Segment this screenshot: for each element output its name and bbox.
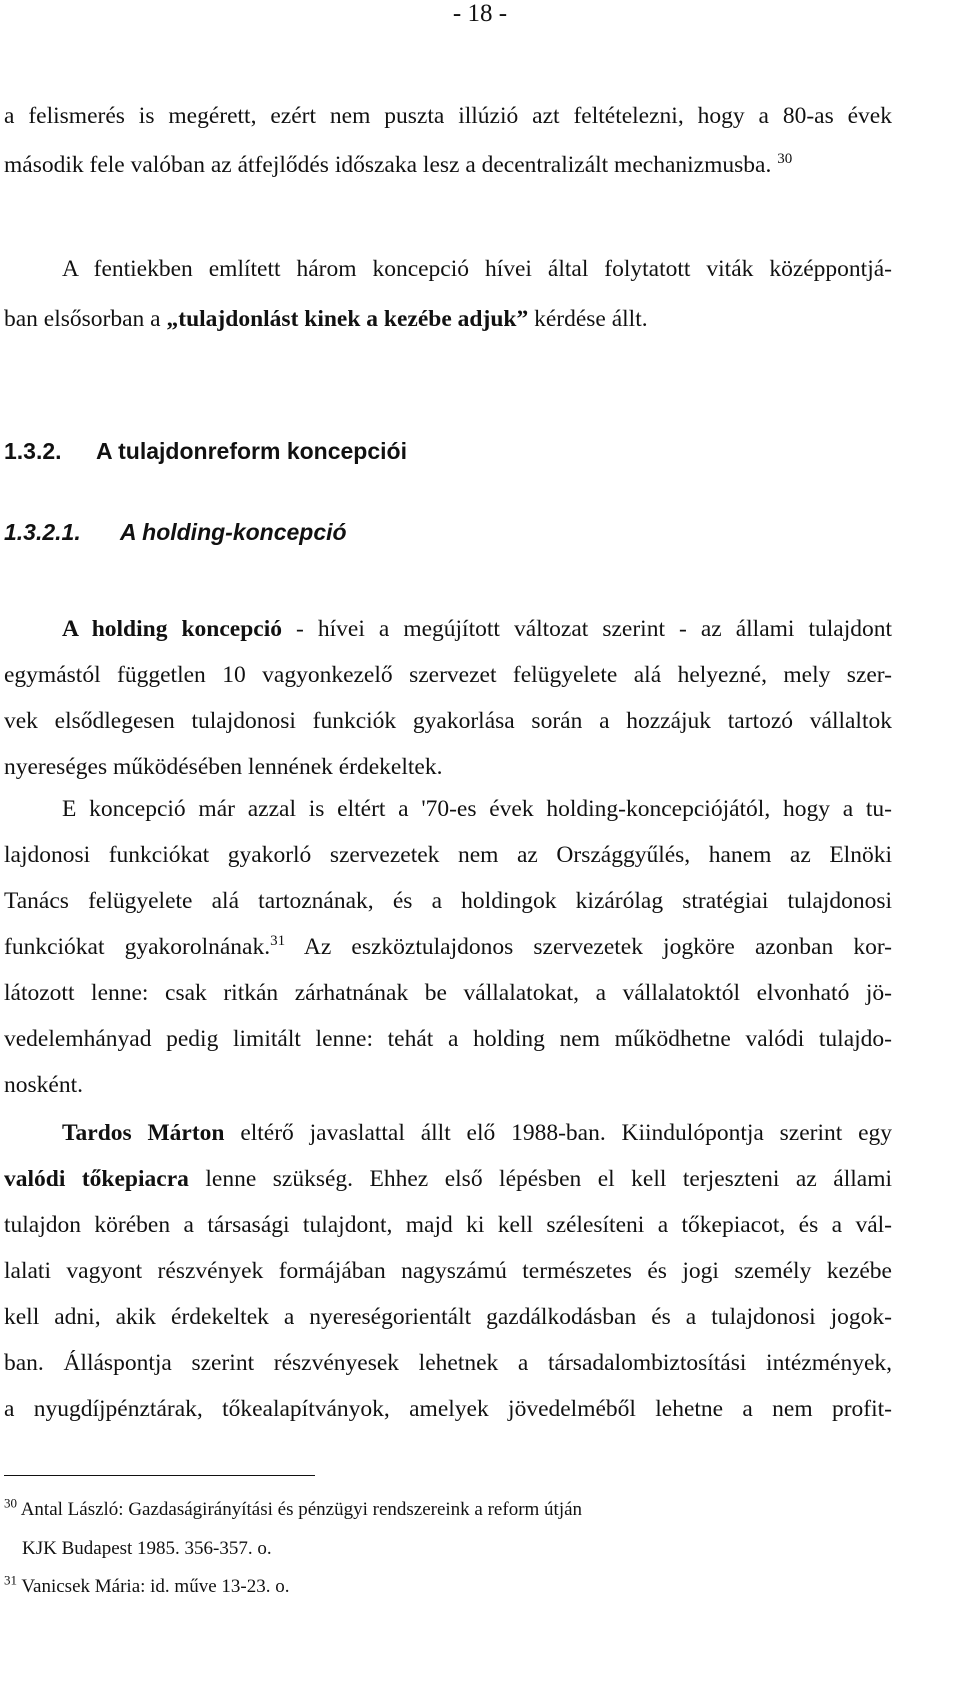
- text-line: második fele valóban az átfejlődés időszaka lesz a decentralizált mechanizmusba. $^{30}$: [4, 151, 793, 178]
- text-line: funkciókat gyakorolnának.$^{31}$ Az eszköztulajdonos szervezetek jogköre azonban kor-: [4, 933, 893, 960]
- heading-title: A holding-koncepció: [120, 519, 347, 545]
- text-line: A holding koncepció - hívei a megújított változat szerint - az állami tulajdont: [62, 616, 892, 642]
- text-line: a nyugdíjpénztárak, tőkealapítványok, amelyek jövedelméből lehetne a nem profit-: [4, 1396, 892, 1422]
- footnote-number: 30: [4, 1495, 17, 1511]
- heading-number: 1.3.2.1.: [4, 519, 81, 545]
- text-line: ban elsősorban a „tulajdonlást kinek a kezébe adjuk” kérdése állt.: [4, 306, 648, 332]
- footnote-divider: [4, 1475, 315, 1476]
- footnote-text: Vanicsek Mária: id. műve 13-23. o.: [21, 1576, 290, 1597]
- heading-number: 1.3.2.: [4, 438, 62, 464]
- text-line: látozott lenne: csak ritkán zárhatnának be vállalatokat, a vállalatoktól elvonható jö-: [4, 980, 892, 1006]
- text-line: a felismerés is megérett, ezért nem puszta illúzió azt feltételezni, hogy a 80-as évek: [4, 103, 892, 129]
- footnote-text: Antal László: Gazdaságirányítási és pénzügyi rendszereink a reform útján: [20, 1499, 583, 1520]
- footnote-ref: 30: [777, 151, 793, 168]
- text-line: E koncepció már azzal is eltért a '70-es évek holding-koncepciójától, hogy a tu-: [62, 796, 892, 822]
- text-line: Tanács felügyelete alá tartoznának, és a holdingok kizárólag stratégiai tulajdonosi: [4, 888, 892, 914]
- text-line: kell adni, akik érdekeltek a nyereségorientált gazdálkodásban és a tulajdonosi jogok-: [4, 1304, 892, 1330]
- bold-phrase: „tulajdonlást kinek a kezébe adjuk”: [166, 306, 529, 332]
- text-line: nosként.: [4, 1072, 83, 1098]
- footnote-ref: 31: [270, 933, 286, 950]
- text-line: ban. Álláspontja szerint részvényesek lehetnek a társadalombiztosítási intézmények,: [4, 1350, 892, 1376]
- footnote-number: 31: [4, 1572, 17, 1588]
- footnote-30: [4, 1495, 583, 1521]
- text-line: A fentiekben említett három koncepció hívei által folytatott viták középpontjá-: [62, 256, 892, 282]
- bold-phrase: valódi tőkepiacra: [4, 1166, 189, 1192]
- heading-title: A tulajdonreform koncepciói: [96, 438, 407, 464]
- text-line: nyereséges működésében lennének érdekeltek.: [4, 754, 443, 780]
- page-number: - 18 -: [452, 0, 508, 27]
- bold-phrase: A holding koncepció: [62, 616, 283, 642]
- text-line: vek elsődlegesen tulajdonosi funkciók gyakorlása során a hozzájuk tartozó vállaltok: [4, 708, 892, 734]
- subsection-heading: [4, 519, 347, 546]
- text-line: egymástól független 10 vagyonkezelő szervezet felügyelete alá helyezné, mely szer-: [4, 662, 892, 688]
- text-line: valódi tőkepiacra lenne szükség. Ehhez első lépésben el kell terjeszteni az állami: [4, 1166, 893, 1192]
- footnote-31: [4, 1572, 290, 1598]
- text-line: lalati vagyont részvények formájában nagyszámú természetes és jogi személy kezébe: [4, 1258, 892, 1284]
- text-line: tulajdon körében a társasági tulajdont, majd ki kell szélesíteni a tőkepiacot, és a vál-: [4, 1212, 892, 1238]
- text-line: vedelemhányad pedig limitált lenne: tehát a holding nem működhetne valódi tulajdo-: [4, 1026, 892, 1052]
- section-heading: [4, 438, 407, 465]
- bold-phrase: Tardos Márton: [62, 1120, 225, 1146]
- text-line: Tardos Márton eltérő javaslattal állt elő 1988-ban. Kiindulópontja szerint egy: [62, 1120, 893, 1146]
- text-line: lajdonosi funkciókat gyakorló szervezetek nem az Országgyűlés, hanem az Elnöki: [4, 842, 892, 868]
- footnote-30-continuation: KJK Budapest 1985. 356-357. o.: [22, 1538, 272, 1559]
